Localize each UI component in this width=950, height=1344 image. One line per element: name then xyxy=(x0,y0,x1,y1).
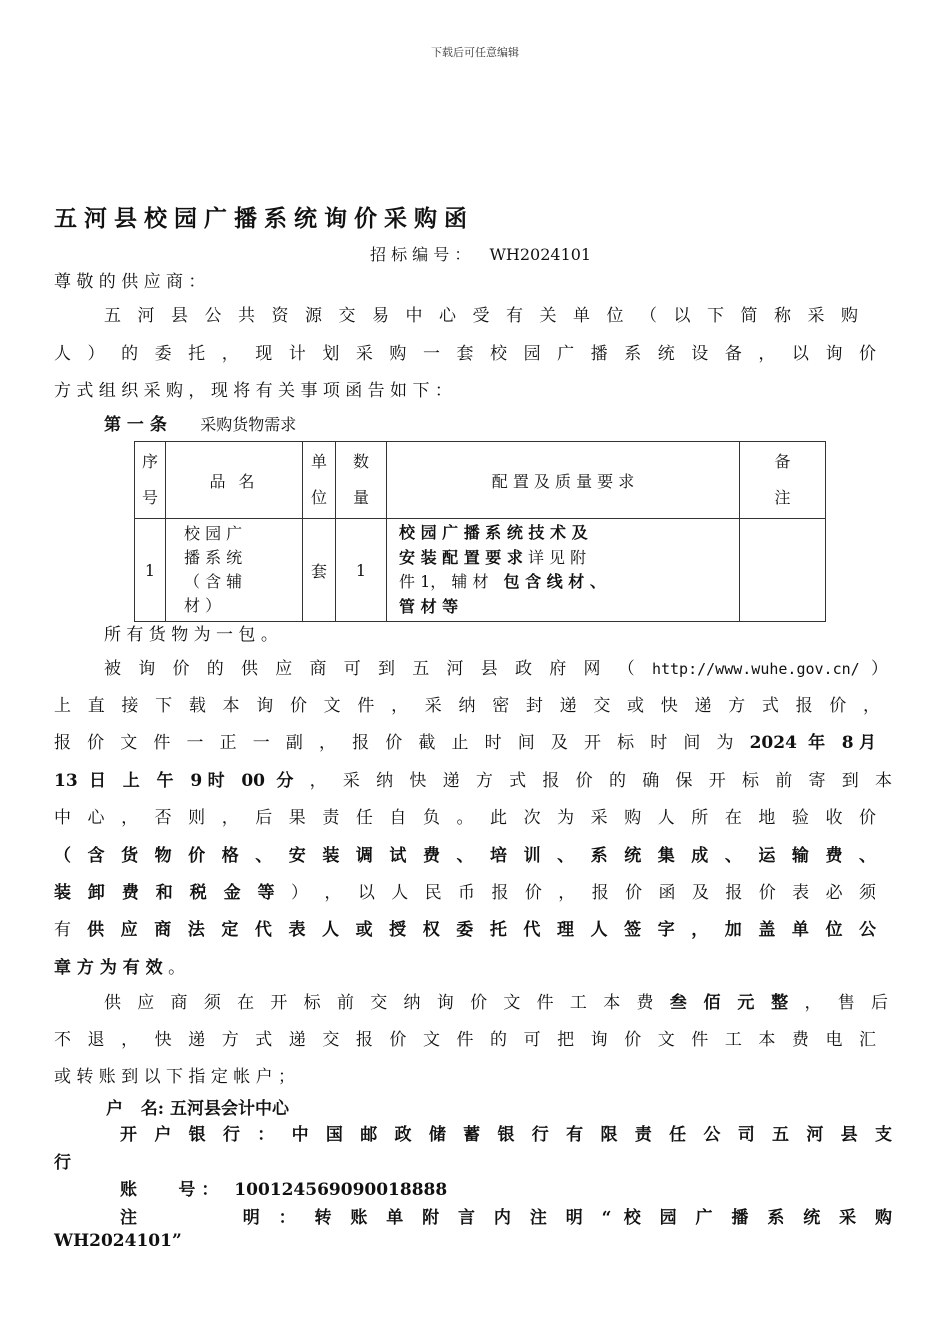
table-header-row xyxy=(135,442,826,519)
bid-code xyxy=(370,242,591,265)
account-bank: 开 户 银 行 ： 中 国 邮 政 储 蓄 银 行 有 限 责 任 公 司 五 河 县 支 xyxy=(120,1125,892,1145)
page-title: 五河县校园广播系统询价采购函 xyxy=(54,206,474,232)
header-name: 品 名 xyxy=(166,442,303,519)
account-remark-wrap: WH2024101” xyxy=(54,1231,182,1251)
account-name-label: 户 名: xyxy=(106,1099,165,1119)
bid-code-value: WH2024101 xyxy=(489,245,592,264)
cell-qty: 1 xyxy=(336,519,387,622)
website-link[interactable]: http://www.wuhe.gov.cn/ xyxy=(651,660,860,678)
intro-line-2: 人 ） 的 委 托 ， 现 计 划 采 购 一 套 校 园 广 播 系 统 设 备 ， 以 询 价 xyxy=(54,344,876,364)
cell-config: 校 园 广 播 系 统 技 术 及 安 装 配 置 要 求 详 见 附 件 1， 辅 材 包 含 线 材 、 管 材 等 xyxy=(387,519,740,622)
page-header-note: 下载后可任意编辑 xyxy=(431,46,519,59)
p1-line-9: 章 方 为 有 效 。 xyxy=(54,958,186,978)
bid-code-label: 招 标 编 号 ： xyxy=(370,245,471,264)
account-number-label: 账 号 ： xyxy=(120,1180,219,1200)
account-name-value: 五河县会计中心 xyxy=(169,1099,289,1119)
p1-line-2: 上 直 接 下 载 本 询 价 文 件 ， 采 纳 密 封 递 交 或 快 递 方 式 报 价 ， xyxy=(54,696,880,716)
header-unit: 单 位 xyxy=(303,442,336,519)
p2-line-1: 供 应 商 须 在 开 标 前 交 纳 询 价 文 件 工 本 费 叁 佰 元 整 ， 售 后 xyxy=(104,993,888,1013)
cell-seq: 1 xyxy=(135,519,166,622)
p2-line-3: 或 转 账 到 以 下 指 定 帐 户 ； xyxy=(54,1067,296,1087)
header-seq: 序 号 xyxy=(135,442,166,519)
intro-line-3: 方 式 组 织 采 购 ， 现 将 有 关 事 项 函 告 如 下 ： xyxy=(54,381,452,401)
article-1 xyxy=(104,410,942,435)
p1-line-3: 报 价 文 件 一 正 一 副 ， 报 价 截 止 时 间 及 开 标 时 间 为 2024 年 8月 xyxy=(54,733,876,753)
p1-line-4: 13 日 上 午 9时 00 分 ， 采 纳 快 递 方 式 报 价 的 确 保 开 标 前 寄 到 本 xyxy=(54,771,893,791)
cell-remark xyxy=(740,519,826,622)
table-row xyxy=(135,519,826,622)
cell-unit: 套 xyxy=(303,519,336,622)
p1-line-6: （ 含 货 物 价 格 、 安 装 调 试 费 、 培 训 、 系 统 集 成 、 运 输 费 、 xyxy=(54,846,876,866)
account-remark: 注 明 ： 转 账 单 附 言 内 注 明 “ 校 园 广 播 系 统 采 购 xyxy=(120,1208,892,1228)
one-package-note: 所 有 货 物 为 一 包 。 xyxy=(104,625,278,645)
header-remark: 备 注 xyxy=(740,442,826,519)
article-1-title: 采购货物需求 xyxy=(200,415,297,434)
account-bank-wrap: 行 xyxy=(54,1153,71,1173)
account-name xyxy=(106,1094,944,1119)
p1-line-1: 被 询 价 的 供 应 商 可 到 五 河 县 政 府 网 （ http://www.wuhe.gov.cn/ ） xyxy=(104,659,888,679)
p2-line-2: 不 退 ， 快 递 方 式 递 交 报 价 文 件 的 可 把 询 价 文 件 工 本 费 电 汇 xyxy=(54,1030,876,1050)
p1-line-7: 装 卸 费 和 税 金 等 ） ， 以 人 民 币 报 价 ， 报 价 函 及 报 价 表 必 须 xyxy=(54,883,877,903)
intro-line-1: 五 河 县 公 共 资 源 交 易 中 心 受 有 关 单 位 （ 以 下 简 称 采 购 xyxy=(104,306,858,326)
cell-name: 校 园 广 播 系 统 （ 含 辅 材 ） xyxy=(166,519,303,622)
header-config: 配 置 及 质 量 要 求 xyxy=(387,442,740,519)
header-qty: 数 量 xyxy=(336,442,387,519)
goods-table xyxy=(134,441,826,622)
p1-line-5: 中 心 ， 否 则 ， 后 果 责 任 自 负 。 此 次 为 采 购 人 所 在 地 验 收 价 xyxy=(54,808,876,828)
article-1-label: 第 一 条 xyxy=(104,415,167,435)
p1-line-8: 有 供 应 商 法 定 代 表 人 或 授 权 委 托 代 理 人 签 字 ， 加 盖 单 位 公 xyxy=(54,920,877,940)
salutation: 尊 敬 的 供 应 商 ： xyxy=(54,272,206,292)
account-number-value: 100124569090018888 xyxy=(234,1180,448,1200)
account-number xyxy=(120,1175,950,1200)
